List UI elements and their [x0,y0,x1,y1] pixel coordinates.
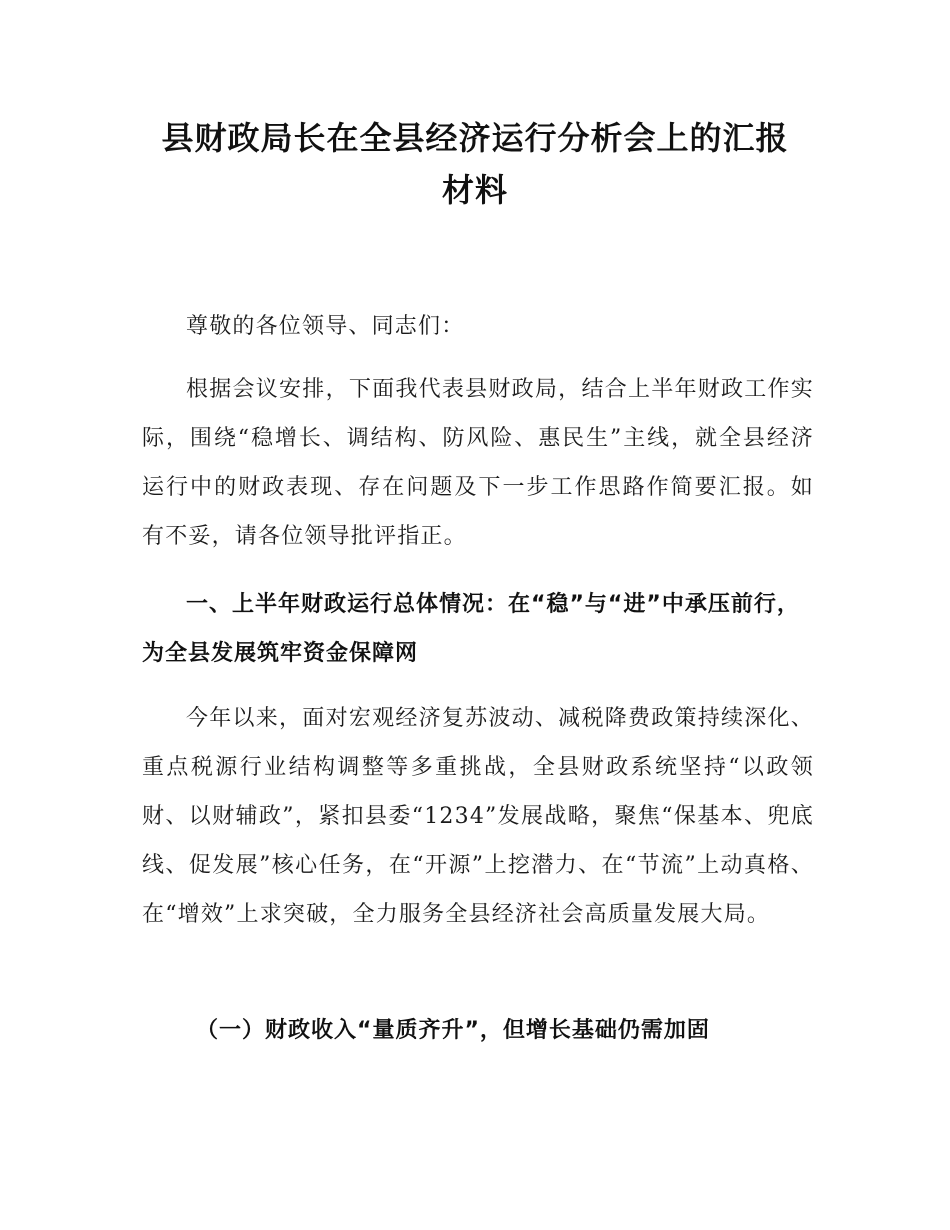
document-title [120,112,830,216]
title-line-1: 县财政局长在全县经济运行分析会上的汇报 [161,119,789,157]
section-1-heading: 一、上半年财政运行总体情况：在“稳”与“进”中承压前行，为全县发展筑牢资金保障网 [142,592,800,666]
title-line-2: 材料 [441,171,508,209]
salutation: 尊敬的各位领导、同志们： [186,314,465,339]
section-1-body: 今年以来，面对宏观经济复苏波动、减税降费政策持续深化、重点税源行业结构调整等多重挑战，全县财政系统坚持“以政领财、以财辅政”，紧扣县委“1234”发展战略，聚焦“保基本、兜底线、促发展”核心任务，在“开源”上挖潜力、在“节流”上动真格、在“增效”上求突破，全力服务全县经济社会高质量发展大局。 [142,706,814,927]
subsection-1-heading: （一）财政收入“量质齐升”，但增长基础仍需加固 [196,1018,710,1043]
intro-paragraph: 根据会议安排，下面我代表县财政局，结合上半年财政工作实际，围绕“稳增长、调结构、防风险、惠民生”主线，就全县经济运行中的财政表现、存在问题及下一步工作思路作简要汇报。如有不妥，请各位领导批评指正。 [142,377,814,549]
